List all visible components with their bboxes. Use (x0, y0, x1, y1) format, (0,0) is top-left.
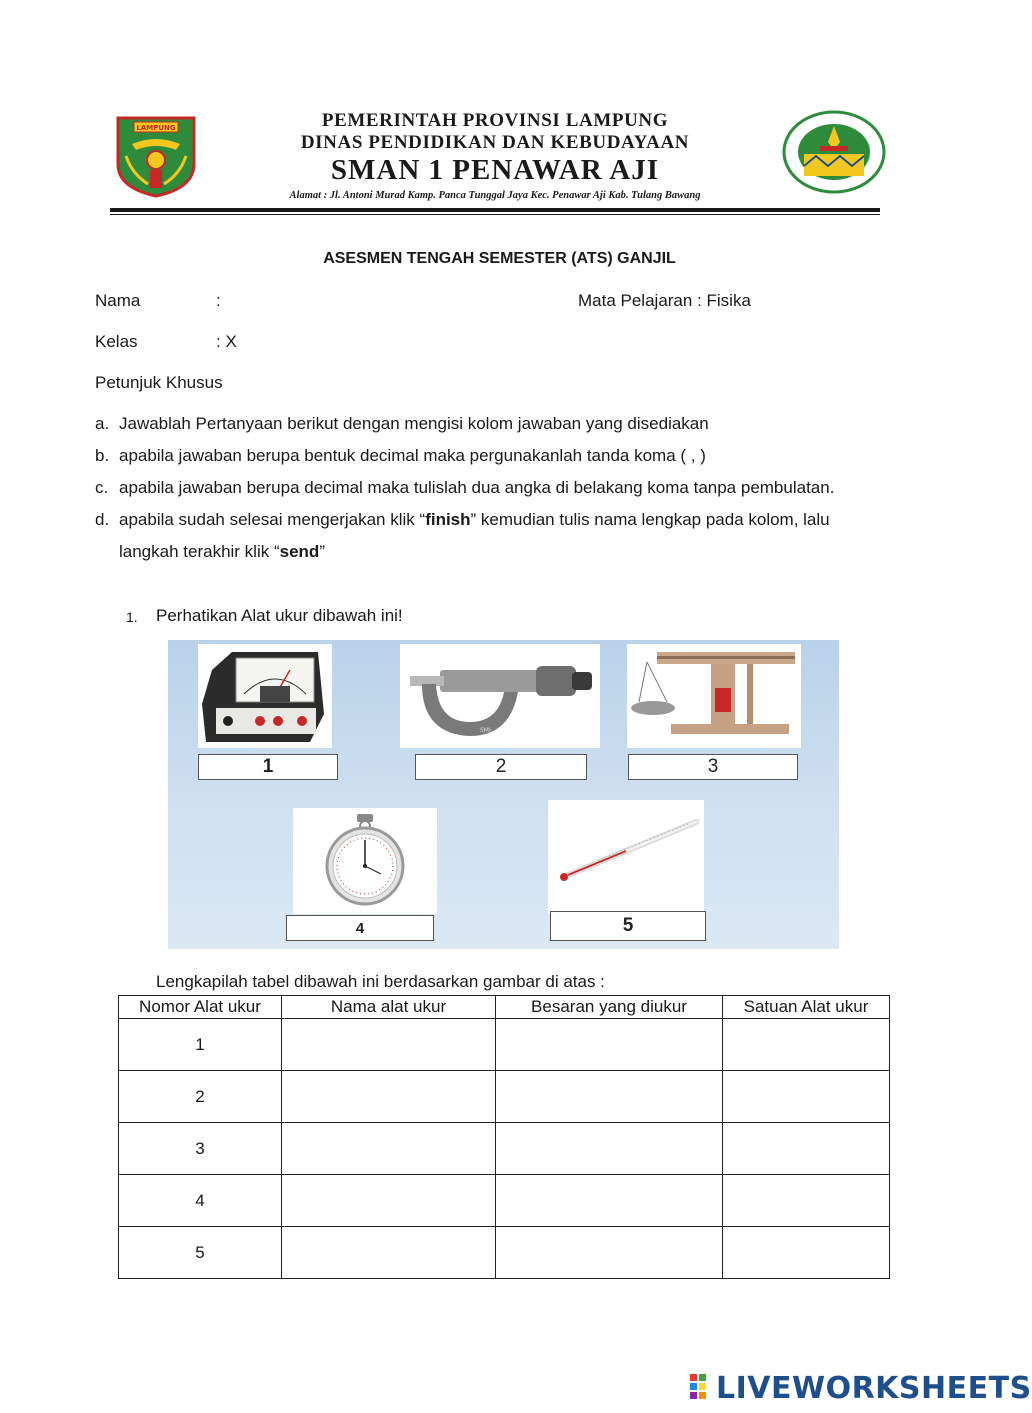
school-address: Alamat : Jl. Antoni Murad Kamp. Panca Tunggal Jaya Kec. Penawar Aji Kab. Tulang Bawang (289, 190, 701, 201)
table-row (119, 1175, 890, 1227)
answer-cell-satuan[interactable] (723, 1019, 890, 1071)
svg-text:SMI: SMI (480, 727, 491, 734)
school-name: SMAN 1 PENAWAR AJI (330, 154, 660, 186)
row-number: 2 (119, 1071, 282, 1123)
micrometer-image (400, 644, 600, 748)
image-label-5: 5 (550, 911, 706, 941)
liveworksheets-icon (690, 1374, 716, 1402)
instruction-item-continued: langkah terakhir klik “send” (119, 542, 325, 561)
instruction-list (95, 408, 834, 568)
instructions-heading: Petunjuk Khusus (95, 373, 223, 392)
answer-cell-nama[interactable] (282, 1123, 496, 1175)
header-besaran: Besaran yang diukur (496, 996, 723, 1019)
image-label-2: 2 (415, 754, 587, 780)
row-number: 3 (119, 1123, 282, 1175)
row-number: 1 (119, 1019, 282, 1071)
question-number: 1. (126, 609, 138, 625)
answer-cell-nama[interactable] (282, 1175, 496, 1227)
letterhead-line1: PEMERINTAH PROVINSI LAMPUNG (321, 110, 669, 131)
image-label-1: 1 (198, 754, 338, 780)
answer-cell-nama[interactable] (282, 1227, 496, 1279)
nama-colon: : (216, 291, 221, 310)
letterhead-rule-thin (110, 214, 880, 215)
answer-cell-besaran[interactable] (496, 1227, 723, 1279)
liveworksheets-logo[interactable] (690, 1370, 1032, 1406)
answer-cell-satuan[interactable] (723, 1123, 890, 1175)
right-logo (782, 110, 886, 194)
balance-image (627, 644, 801, 748)
answer-cell-besaran[interactable] (496, 1019, 723, 1071)
answer-cell-nama[interactable] (282, 1019, 496, 1071)
letterhead-line2: DINAS PENDIDIKAN DAN KEBUDAYAAN (300, 132, 690, 153)
answer-table (118, 995, 890, 1279)
answer-cell-satuan[interactable] (723, 1227, 890, 1279)
question-text: Perhatikan Alat ukur dibawah ini! (156, 606, 403, 625)
table-row (119, 1123, 890, 1175)
kelas-value: : X (216, 332, 237, 351)
header-satuan: Satuan Alat ukur (723, 996, 890, 1019)
answer-cell-satuan[interactable] (723, 1175, 890, 1227)
header-nomor: Nomor Alat ukur (119, 996, 282, 1019)
thermometer-image (548, 800, 704, 914)
image-label-3: 3 (628, 754, 798, 780)
image-label-4: 4 (286, 915, 434, 941)
row-number: 5 (119, 1227, 282, 1279)
table-row (119, 1019, 890, 1071)
answer-cell-besaran[interactable] (496, 1175, 723, 1227)
answer-cell-besaran[interactable] (496, 1123, 723, 1175)
instruction-item: b. apabila jawaban berupa bentuk decimal maka pergunakanlah tanda koma ( , ) (95, 446, 706, 465)
table-row (119, 1071, 890, 1123)
table-intro: Lengkapilah tabel dibawah ini berdasarkan gambar di atas : (156, 972, 605, 991)
answer-cell-satuan[interactable] (723, 1071, 890, 1123)
table-header-row (119, 996, 890, 1019)
subject-field: Mata Pelajaran : Fisika (578, 291, 751, 310)
nama-label: Nama (95, 291, 141, 310)
page-title: ASESMEN TENGAH SEMESTER (ATS) GANJIL (323, 250, 676, 267)
meter-image (198, 644, 332, 748)
brand-text: LIVEWORKSHEETS (716, 1370, 1032, 1406)
table-row (119, 1227, 890, 1279)
instruments-image (168, 640, 839, 949)
answer-cell-nama[interactable] (282, 1071, 496, 1123)
row-number: 4 (119, 1175, 282, 1227)
instruction-item: d. apabila sudah selesai mengerjakan klik “finish” kemudian tulis nama lengkap pada kolom, lalu (95, 510, 830, 529)
instruction-item: c. apabila jawaban berupa decimal maka tulislah dua angka di belakang koma tanpa pembulatan. (95, 478, 835, 497)
left-logo (112, 114, 200, 198)
svg-text:LAMPUNG: LAMPUNG (136, 124, 176, 132)
letterhead-rule-thick (110, 208, 880, 212)
answer-cell-besaran[interactable] (496, 1071, 723, 1123)
header-nama: Nama alat ukur (282, 996, 496, 1019)
instruction-item: a. Jawablah Pertanyaan berikut dengan mengisi kolom jawaban yang disediakan (95, 414, 709, 433)
kelas-label: Kelas (95, 332, 138, 351)
stopwatch-image (293, 808, 437, 914)
